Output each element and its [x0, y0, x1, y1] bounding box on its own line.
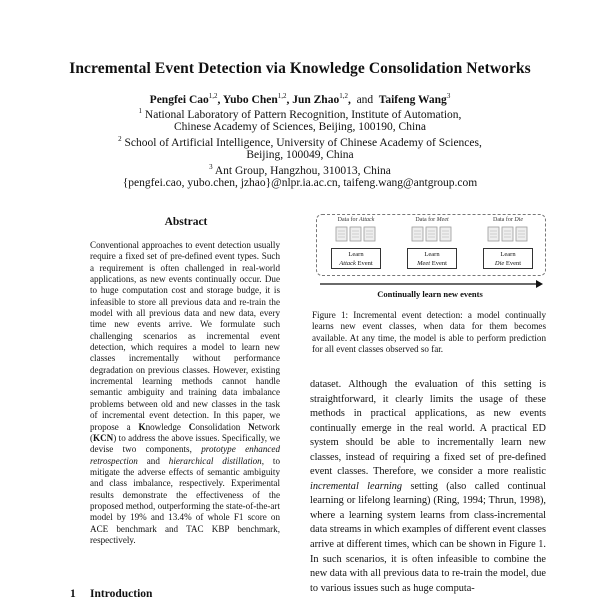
author-and: and [356, 93, 374, 106]
abstract-fragment: nowledge [145, 421, 189, 432]
affiliation-1-line-2: Chinese Academy of Sciences, Beijing, 100190, China [174, 121, 426, 133]
section-number: 1 [70, 588, 76, 600]
affiliation-1-line-1 [0, 107, 600, 121]
author-name: Pengfei Cao [149, 93, 209, 106]
documents-icon [410, 225, 454, 243]
author-separator: , [347, 93, 351, 106]
abstract-fragment: Conventional approaches to event detection usually require a fixed set of pre-defined event types. Such a requirement is often challenged in real-world applications, as new events continually occur. Due to huge computation cost and storage budge, it is infeasible to store all previous data and re-train the model with all previous data and new data, every time new events arrive. We formulate such challenging scenarios as incremental event detection, which requires a model to learn new classes incrementally without performance degradation on previous classes. However, existing incremental learning methods cannot handle semantic ambiguity and training data imbalance problems between old and new classes in the task of incremental event detection. In this paper, we propose a [90, 240, 280, 432]
event-name: Die [494, 260, 505, 267]
intro-right-column [310, 378, 546, 596]
figure-1-diagram [316, 214, 546, 276]
abstract-fragment: and [137, 455, 169, 466]
author-separator: , [286, 93, 290, 106]
learn-label: Learn [424, 251, 440, 258]
abstract-bold-k: K [138, 421, 146, 432]
event-label [332, 259, 380, 268]
paper-title: Incremental Event Detection via Knowledge Consolidation Networks [69, 60, 531, 77]
abstract-italic-term: prototype enhanced retrospection [90, 444, 280, 466]
author-affiliation-mark: 1,2 [277, 92, 287, 100]
learn-label: Learn [348, 251, 364, 258]
affiliation-2-line-2: Beijing, 100049, China [246, 149, 354, 161]
data-event: Meet [436, 217, 449, 223]
figure-task-meet [397, 215, 467, 275]
event-name: Attack [339, 260, 356, 267]
affiliation-text: National Laboratory of Pattern Recognition, Institute of Automation, [144, 108, 462, 121]
data-prefix: Data for [493, 217, 515, 223]
data-label [321, 217, 391, 223]
learn-attack-box [331, 248, 381, 269]
data-event: Die [514, 217, 523, 223]
body-fragment: setting (also called continual learning or lifelong learning) (Ring, 1994; Thrun, 1998), where a learning system learns from class-incremental data streams in which examples of different event classes arrive at different times, which can be shown in Figure 1. In such scenarios, it is often infeasible to combine the new data with all previous data to re-train the model, due to various issues such as huge computa- [310, 480, 546, 594]
body-italic-term: incremental learning [310, 480, 403, 492]
author-emails: {pengfei.cao, yubo.chen, jzhao}@nlpr.ia.ac.cn, taifeng.wang@antgroup.com [122, 177, 478, 189]
author-affiliation-mark: 1,2 [339, 92, 348, 100]
event-label [408, 259, 456, 268]
timeline-arrow [318, 279, 544, 289]
abstract-fragment: onsolidation [195, 421, 249, 432]
abstract-italic-term: hierarchical distillation [168, 455, 262, 466]
author-separator: , [217, 93, 221, 106]
body-fragment: dataset. Although the evaluation of this setting is straightforward, it clearly limits the usage of these methods in practical applications, as new events continually emerge in the real world. A practical ED system should be able to incrementally learn new classes, instead of requiring a fixed set of pre-defined event classes. Therefore, we consider a more realistic [310, 379, 546, 478]
event-name: Meet [417, 260, 431, 267]
learn-label: Learn [500, 251, 516, 258]
abstract-heading: Abstract [164, 216, 208, 228]
data-prefix: Data for [337, 217, 359, 223]
learn-die-box [483, 248, 533, 269]
author-name: Yubo Chen [222, 93, 278, 106]
abstract-bold-kcn: KCN [93, 432, 114, 443]
data-label [473, 217, 543, 223]
affiliation-text: School of Artificial Intelligence, University of Chinese Academy of Sciences, [124, 136, 482, 149]
event-suffix: Event [504, 260, 522, 267]
affiliation-2-line-1 [0, 135, 600, 149]
figure-task-attack [321, 215, 391, 275]
documents-icon [486, 225, 530, 243]
data-label [397, 217, 467, 223]
abstract-bold-n: N [248, 421, 255, 432]
data-prefix: Data for [415, 217, 437, 223]
learn-meet-box [407, 248, 457, 269]
affiliation-mark: 3 [209, 163, 213, 171]
arrow-label: Continually learn new events [377, 289, 483, 299]
abstract-bold-c: C [188, 421, 196, 432]
author-name: Taifeng Wang [378, 93, 447, 106]
figure-1-caption: Figure 1: Incremental event detection: a model continually learns new event classes, when data for them becomes available. At any time, the model is able to perform prediction for all event classes observed so far. [312, 310, 546, 355]
affiliation-mark: 2 [118, 135, 122, 143]
figure-task-die [473, 215, 543, 275]
data-event: Attack [359, 217, 375, 223]
event-label [484, 259, 532, 268]
affiliation-text: Ant Group, Hangzhou, 310013, China [214, 164, 391, 177]
abstract-fragment: ) to address the above issues. Specifically, we devise two components, [90, 432, 280, 455]
event-suffix: Event [430, 260, 447, 267]
documents-icon [334, 225, 378, 243]
author-affiliation-mark: 3 [446, 92, 451, 100]
affiliation-3-line-1 [0, 163, 600, 177]
section-title: Introduction [90, 588, 153, 600]
abstract-text [90, 240, 280, 546]
abstract-fragment: etwork ( [90, 421, 280, 443]
author-list [0, 92, 600, 106]
author-affiliation-mark: 1,2 [208, 92, 218, 100]
affiliation-mark: 1 [138, 107, 143, 115]
section-heading-introduction [70, 588, 152, 600]
author-name: Jun Zhao [292, 93, 340, 106]
event-suffix: Event [355, 260, 373, 267]
abstract-fragment: , to mitigate the adverse effects of semantic ambiguity and class imbalance, respectively. Experimental results demonstrate the effectiveness of the proposed method, outperforming the state-of-the-art model by 19% and 13.4% of whole F1 score on ACE benchmark and TAC KBP benchmark, respectively. [90, 455, 280, 545]
